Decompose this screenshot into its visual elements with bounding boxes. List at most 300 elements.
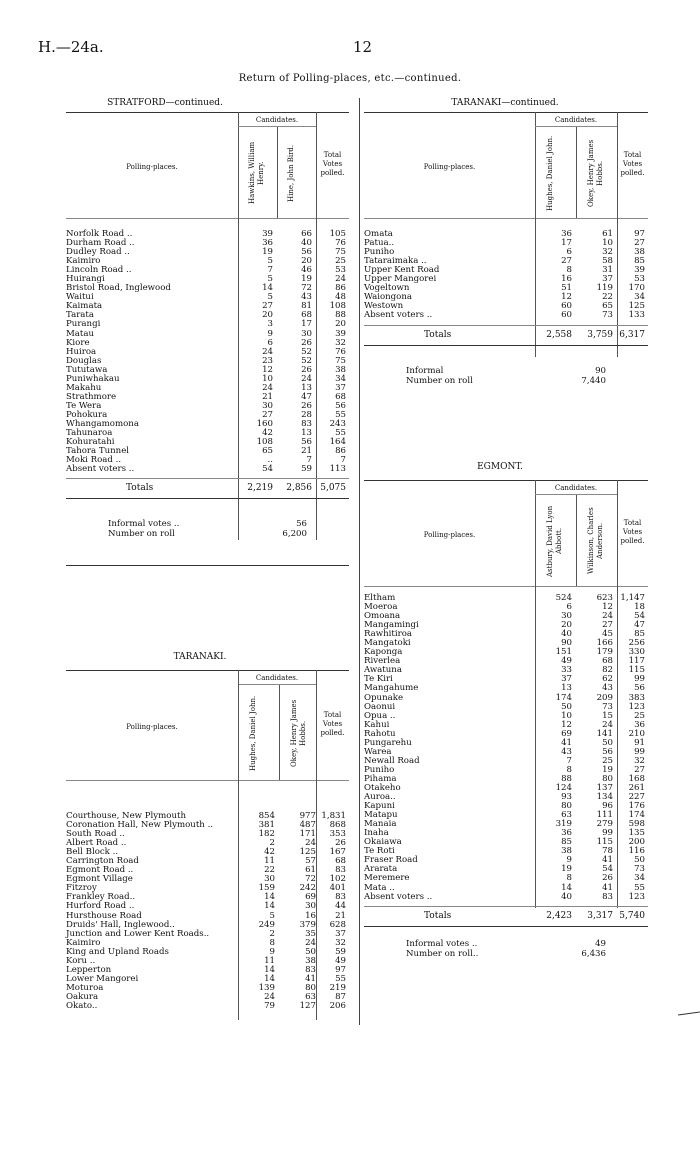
votes-candidate-1: 10: [561, 710, 572, 721]
votes-candidate-1: 9: [269, 946, 275, 957]
place-name: Huirangi: [66, 274, 105, 285]
votes-candidate-1: 8: [566, 764, 572, 775]
roll-value: 6,436: [581, 948, 606, 959]
votes-total: 48: [335, 292, 346, 303]
votes-candidate-1: 10: [262, 373, 273, 384]
number-on-roll: [406, 950, 648, 960]
polling-rows: [364, 230, 648, 320]
votes-candidate-2: 83: [301, 418, 312, 429]
place-name: Kaimata: [66, 301, 103, 312]
place-name: Egmont Road ..: [66, 865, 134, 876]
votes-candidate-2: 27: [602, 620, 613, 631]
votes-candidate-2: 38: [305, 955, 316, 966]
votes-candidate-1: 3: [267, 319, 273, 330]
votes-candidate-2: 80: [305, 982, 316, 993]
polling-rows: [66, 812, 349, 1011]
place-name: Makahu: [66, 382, 102, 393]
polling-places-label: Polling-places.: [126, 163, 178, 171]
votes-candidate-2: 62: [602, 674, 613, 685]
votes-candidate-1: 38: [561, 846, 572, 857]
votes-candidate-2: 31: [602, 265, 613, 276]
total-candidate-2: 2,856: [286, 483, 312, 494]
votes-candidate-2: 10: [602, 238, 613, 249]
votes-candidate-2: 50: [305, 946, 316, 957]
candidates-label: Candidates.: [255, 116, 299, 124]
votes-candidate-2: 20: [301, 256, 312, 267]
votes-candidate-2: 19: [602, 764, 613, 775]
table-row: [66, 465, 349, 474]
polling-rows: [66, 230, 349, 474]
candidate-name: Hawkins, William Henry.: [247, 141, 265, 205]
column-divider: [359, 98, 360, 1025]
votes-candidate-1: 54: [262, 464, 273, 475]
votes-candidate-1: 40: [561, 629, 572, 640]
place-name: Absent voters ..: [66, 464, 135, 475]
votes-candidate-1: 19: [561, 864, 572, 875]
votes-total: 56: [335, 400, 346, 411]
votes-candidate-1: 9: [566, 855, 572, 866]
votes-candidate-2: 209: [596, 692, 613, 703]
candidate-name: Hughes, Daniel John.: [545, 135, 554, 211]
votes-candidate-1: 17: [561, 238, 572, 249]
votes-candidate-2: 127: [299, 1000, 316, 1011]
votes-total: 383: [628, 692, 645, 703]
votes-total: 24: [335, 274, 346, 285]
votes-candidate-1: 88: [561, 773, 572, 784]
place-name: Tataraimaka ..: [364, 256, 427, 267]
total-candidate-1: 2,558: [546, 329, 572, 340]
votes-candidate-1: 85: [561, 837, 572, 848]
polling-places-label: Polling-places.: [423, 531, 476, 539]
column-line: [277, 126, 278, 218]
votes-candidate-2: 279: [596, 819, 613, 830]
place-name: Tututawa: [66, 364, 108, 375]
candidates-rule: [238, 684, 316, 685]
votes-total: 37: [335, 928, 346, 939]
place-name: Fraser Road: [364, 855, 418, 866]
votes-total: 123: [628, 701, 645, 712]
place-name: Lepperton: [66, 964, 112, 975]
votes-candidate-1: 14: [264, 892, 275, 903]
votes-candidate-2: 24: [301, 373, 312, 384]
votes-total: 34: [335, 373, 346, 384]
votes-candidate-1: 30: [264, 874, 275, 885]
votes-total: 25: [335, 256, 346, 267]
candidate-name: Hine, John Bird.: [286, 144, 295, 202]
totals-top-rule: [66, 478, 349, 479]
place-name: Kiore: [66, 337, 90, 348]
votes-candidate-2: 26: [301, 400, 312, 411]
votes-candidate-2: 96: [602, 801, 613, 812]
votes-candidate-1: 11: [264, 856, 275, 867]
votes-candidate-1: 22: [264, 865, 275, 876]
votes-total: 353: [329, 829, 346, 840]
votes-candidate-1: 13: [561, 683, 572, 694]
header-bottom-rule: [364, 586, 648, 587]
votes-candidate-2: 26: [301, 337, 312, 348]
votes-candidate-2: 68: [301, 310, 312, 321]
votes-total: 135: [628, 828, 645, 839]
votes-candidate-1: 182: [258, 829, 275, 840]
votes-candidate-2: 83: [602, 891, 613, 902]
votes-candidate-1: 124: [555, 782, 572, 793]
total-all: 5,740: [619, 910, 645, 921]
total-votes-label: Total Votes polled.: [620, 151, 645, 177]
votes-total: 55: [335, 428, 346, 439]
return-title: Return of Polling-places, etc.—continued.: [238, 73, 462, 84]
place-name: Okaiawa: [364, 837, 402, 848]
place-name: Opua ..: [364, 710, 396, 721]
votes-total: 32: [335, 937, 346, 948]
votes-total: 168: [628, 773, 645, 784]
stratford-table: [66, 112, 349, 542]
header-top-rule: [364, 480, 648, 481]
polling-places-label: Polling-places.: [126, 723, 178, 731]
votes-candidate-1: 90: [561, 638, 572, 649]
place-name: Kaponga: [364, 647, 403, 658]
votes-candidate-1: 27: [262, 409, 273, 420]
votes-candidate-2: 24: [305, 937, 316, 948]
votes-candidate-1: 16: [561, 274, 572, 285]
votes-candidate-2: 41: [305, 973, 316, 984]
votes-candidate-1: 5: [267, 274, 273, 285]
number-on-roll: [406, 377, 648, 387]
place-name: Moturoa: [66, 982, 104, 993]
votes-total: 54: [634, 611, 645, 622]
number-on-roll: [108, 530, 349, 540]
place-name: Pungarehu: [364, 737, 412, 748]
votes-candidate-1: 79: [264, 1000, 275, 1011]
taranaki-table: [66, 670, 349, 1030]
votes-candidate-2: 141: [596, 728, 613, 739]
votes-total: 97: [634, 229, 645, 239]
votes-candidate-1: 14: [262, 283, 273, 294]
place-name: Mangahume: [364, 683, 419, 694]
votes-candidate-1: 108: [256, 437, 273, 448]
egmont-table: [364, 480, 648, 1020]
votes-candidate-1: 20: [561, 620, 572, 631]
votes-total: 97: [335, 964, 346, 975]
place-name: Te Roti: [364, 846, 395, 857]
votes-total: 87: [335, 991, 346, 1002]
votes-candidate-1: 8: [269, 937, 275, 948]
column-line: [238, 670, 239, 1020]
place-name: Okato..: [66, 1000, 98, 1011]
place-name: Inaha: [364, 828, 389, 839]
votes-candidate-1: 19: [262, 247, 273, 258]
votes-candidate-2: 24: [602, 719, 613, 730]
votes-candidate-1: 12: [561, 719, 572, 730]
table-row: [364, 311, 648, 320]
votes-total: 68: [335, 856, 346, 867]
votes-total: 243: [329, 418, 346, 429]
total-candidate-2: 3,759: [587, 329, 613, 340]
roll-label: Number on roll..: [406, 948, 479, 959]
votes-candidate-1: 14: [264, 964, 275, 975]
informal-label: Informal votes ..: [406, 938, 478, 949]
votes-candidate-1: 41: [561, 737, 572, 748]
votes-candidate-1: 30: [561, 611, 572, 622]
informal-value: 90: [595, 365, 606, 376]
votes-candidate-1: 14: [264, 901, 275, 912]
votes-total: 598: [628, 819, 645, 830]
votes-candidate-2: 12: [602, 602, 613, 613]
roll-label: Number on roll: [406, 375, 473, 386]
place-name: Waiongona: [364, 292, 412, 303]
votes-total: 170: [628, 283, 645, 294]
votes-candidate-1: 381: [258, 820, 275, 831]
votes-total: 18: [634, 602, 645, 613]
votes-candidate-1: 33: [561, 665, 572, 676]
place-name: Rahotu: [364, 728, 396, 739]
votes-total: 38: [634, 247, 645, 258]
totals-top-rule: [364, 325, 648, 326]
votes-candidate-2: 43: [602, 683, 613, 694]
votes-candidate-2: 379: [299, 919, 316, 930]
votes-total: 39: [335, 328, 346, 339]
votes-candidate-2: 72: [301, 283, 312, 294]
votes-total: 32: [634, 755, 645, 766]
votes-total: 86: [335, 283, 346, 294]
column-line: [576, 494, 577, 586]
place-name: Albert Road ..: [66, 838, 127, 849]
votes-candidate-2: 37: [602, 274, 613, 285]
votes-candidate-1: ..: [267, 455, 273, 466]
votes-candidate-2: 63: [305, 991, 316, 1002]
total-all: 5,075: [320, 483, 346, 494]
totals-label: Totals: [424, 910, 452, 921]
votes-candidate-1: 8: [566, 873, 572, 884]
votes-candidate-2: 977: [299, 811, 316, 821]
votes-candidate-2: 73: [602, 310, 613, 321]
votes-total: 99: [634, 746, 645, 757]
votes-candidate-2: 69: [305, 892, 316, 903]
place-name: Matapu: [364, 810, 398, 821]
place-name: Moeroa: [364, 602, 398, 613]
place-name: Omoana: [364, 611, 401, 622]
votes-candidate-2: 61: [602, 229, 613, 239]
place-name: Courthouse, New Plymouth: [66, 811, 186, 821]
place-name: Meremere: [364, 873, 410, 884]
votes-total: 73: [634, 864, 645, 875]
place-name: Auroa..: [364, 792, 396, 803]
votes-total: 1,831: [321, 811, 346, 821]
votes-candidate-2: 83: [305, 964, 316, 975]
informal-label: Informal votes ..: [108, 519, 180, 530]
place-name: Puniho: [364, 247, 395, 258]
votes-total: 108: [329, 301, 346, 312]
total-all: 6,317: [619, 329, 645, 340]
header-bottom-rule: [364, 218, 648, 219]
votes-candidate-1: 5: [267, 256, 273, 267]
place-name: Huiroa: [66, 346, 97, 357]
votes-total: 38: [335, 364, 346, 375]
votes-total: 116: [628, 846, 645, 857]
votes-candidate-2: 80: [602, 773, 613, 784]
votes-total: 200: [628, 837, 645, 848]
place-name: Manaia: [364, 819, 397, 830]
votes-candidate-2: 82: [602, 665, 613, 676]
votes-candidate-2: 41: [602, 882, 613, 893]
votes-candidate-1: 12: [561, 292, 572, 303]
header-bottom-rule: [66, 218, 349, 219]
votes-candidate-2: 134: [596, 792, 613, 803]
place-name: Tarata: [66, 310, 94, 321]
place-name: Upper Kent Road: [364, 265, 440, 276]
candidates-rule: [535, 126, 617, 127]
candidate-name: Wilkinson, Charles Anderson.: [586, 507, 604, 575]
place-name: King and Upland Roads: [66, 946, 169, 957]
votes-candidate-1: 50: [561, 701, 572, 712]
votes-total: 27: [634, 764, 645, 775]
votes-total: 68: [335, 391, 346, 402]
votes-candidate-2: 13: [301, 382, 312, 393]
votes-candidate-1: 42: [264, 847, 275, 858]
votes-total: 76: [335, 238, 346, 249]
place-name: Upper Mangorei: [364, 274, 437, 285]
votes-candidate-1: 51: [561, 283, 572, 294]
votes-candidate-2: 13: [301, 428, 312, 439]
votes-candidate-2: 68: [602, 656, 613, 667]
votes-candidate-1: 7: [267, 265, 273, 276]
votes-total: 401: [329, 883, 346, 894]
egmont-title: EGMONT.: [477, 462, 523, 472]
place-name: Riverlea: [364, 656, 401, 667]
candidate-name: Okey, Henry James Hobbs.: [289, 699, 307, 767]
votes-candidate-1: 69: [561, 728, 572, 739]
votes-candidate-2: 72: [305, 874, 316, 885]
votes-candidate-1: 9: [267, 328, 273, 339]
place-name: Kohuratahi: [66, 437, 115, 448]
votes-total: 261: [628, 782, 645, 793]
place-name: Ararata: [364, 864, 398, 875]
votes-candidate-2: 41: [602, 855, 613, 866]
votes-candidate-2: 47: [301, 391, 312, 402]
votes-candidate-1: 40: [561, 891, 572, 902]
votes-candidate-2: 623: [596, 593, 613, 603]
votes-candidate-2: 52: [301, 355, 312, 366]
votes-candidate-1: 6: [566, 247, 572, 258]
votes-candidate-1: 12: [262, 364, 273, 375]
votes-total: 76: [335, 346, 346, 357]
votes-candidate-1: 5: [267, 292, 273, 303]
candidates-label: Candidates.: [554, 484, 598, 492]
place-name: Eltham: [364, 593, 396, 603]
place-name: Kapuni: [364, 801, 395, 812]
votes-candidate-1: 6: [566, 602, 572, 613]
votes-total: 113: [329, 464, 346, 475]
votes-candidate-2: 58: [602, 256, 613, 267]
page-header: [38, 38, 662, 58]
votes-total: 86: [335, 446, 346, 457]
place-name: Purangi: [66, 319, 101, 330]
votes-total: 105: [329, 229, 346, 239]
votes-total: 102: [329, 874, 346, 885]
place-name: Junction and Lower Kent Roads..: [66, 928, 210, 939]
votes-total: 37: [335, 382, 346, 393]
place-name: Fitzroy: [66, 883, 97, 894]
votes-total: 167: [329, 847, 346, 858]
informal-value: 56: [296, 519, 307, 530]
votes-candidate-2: 179: [596, 647, 613, 658]
votes-candidate-1: 7: [566, 755, 572, 766]
place-name: Lincoln Road ..: [66, 265, 132, 276]
votes-candidate-1: 5: [269, 910, 275, 921]
place-name: Durham Road ..: [66, 238, 135, 249]
votes-candidate-2: 65: [602, 301, 613, 312]
votes-candidate-1: 24: [262, 382, 273, 393]
totals-label: Totals: [424, 329, 452, 340]
place-name: Patua..: [364, 238, 395, 249]
candidate-name: Okey, Henry James Hobbs.: [586, 139, 604, 207]
place-name: Coronation Hall, New Plymouth ..: [66, 820, 214, 831]
votes-candidate-2: 66: [301, 229, 312, 239]
votes-candidate-1: 37: [561, 674, 572, 685]
votes-total: 50: [634, 855, 645, 866]
totals-label: Totals: [126, 483, 154, 494]
votes-candidate-2: 56: [301, 437, 312, 448]
informal-label: Informal: [406, 365, 444, 376]
votes-candidate-1: 60: [561, 310, 572, 321]
place-name: Kahui: [364, 719, 390, 730]
votes-candidate-2: 26: [602, 873, 613, 884]
votes-candidate-2: 30: [305, 901, 316, 912]
votes-candidate-2: 54: [602, 864, 613, 875]
votes-total: 83: [335, 865, 346, 876]
place-name: Rawhitiroa: [364, 629, 413, 640]
votes-candidate-2: 171: [299, 829, 316, 840]
votes-candidate-1: 42: [262, 428, 273, 439]
place-name: Newall Road: [364, 755, 420, 766]
votes-total: 115: [628, 665, 645, 676]
votes-candidate-2: 61: [305, 865, 316, 876]
votes-candidate-2: 52: [301, 346, 312, 357]
votes-candidate-1: 39: [262, 229, 273, 239]
votes-total: 55: [335, 973, 346, 984]
candidates-rule: [238, 126, 316, 127]
votes-candidate-2: 22: [602, 292, 613, 303]
place-name: Bell Block ..: [66, 847, 119, 858]
votes-total: 20: [335, 319, 346, 330]
total-votes-label: Total Votes polled.: [620, 519, 645, 545]
votes-candidate-2: 21: [301, 446, 312, 457]
votes-total: 21: [335, 910, 346, 921]
total-candidate-2: 3,317: [587, 910, 613, 921]
votes-candidate-1: 524: [555, 593, 572, 603]
votes-total: 27: [634, 238, 645, 249]
place-name: Koru ..: [66, 955, 96, 966]
column-line: [316, 670, 317, 1020]
votes-candidate-1: 65: [262, 446, 273, 457]
votes-total: 176: [628, 801, 645, 812]
place-name: Lower Mangorei: [66, 973, 139, 984]
votes-total: 49: [335, 955, 346, 966]
place-name: Kaimiro: [66, 256, 101, 267]
votes-candidate-2: 81: [301, 301, 312, 312]
place-name: Otakeho: [364, 782, 401, 793]
votes-candidate-2: 115: [596, 837, 613, 848]
votes-total: 47: [634, 620, 645, 631]
votes-candidate-1: 11: [264, 955, 275, 966]
polling-places-label: Polling-places.: [423, 163, 476, 171]
votes-total: 227: [628, 792, 645, 803]
votes-candidate-1: 30: [262, 400, 273, 411]
votes-total: 868: [329, 820, 346, 831]
votes-total: 219: [329, 982, 346, 993]
candidates-label: Candidates.: [255, 674, 299, 682]
place-name: Tahunaroa: [66, 428, 113, 439]
votes-candidate-2: 59: [301, 464, 312, 475]
